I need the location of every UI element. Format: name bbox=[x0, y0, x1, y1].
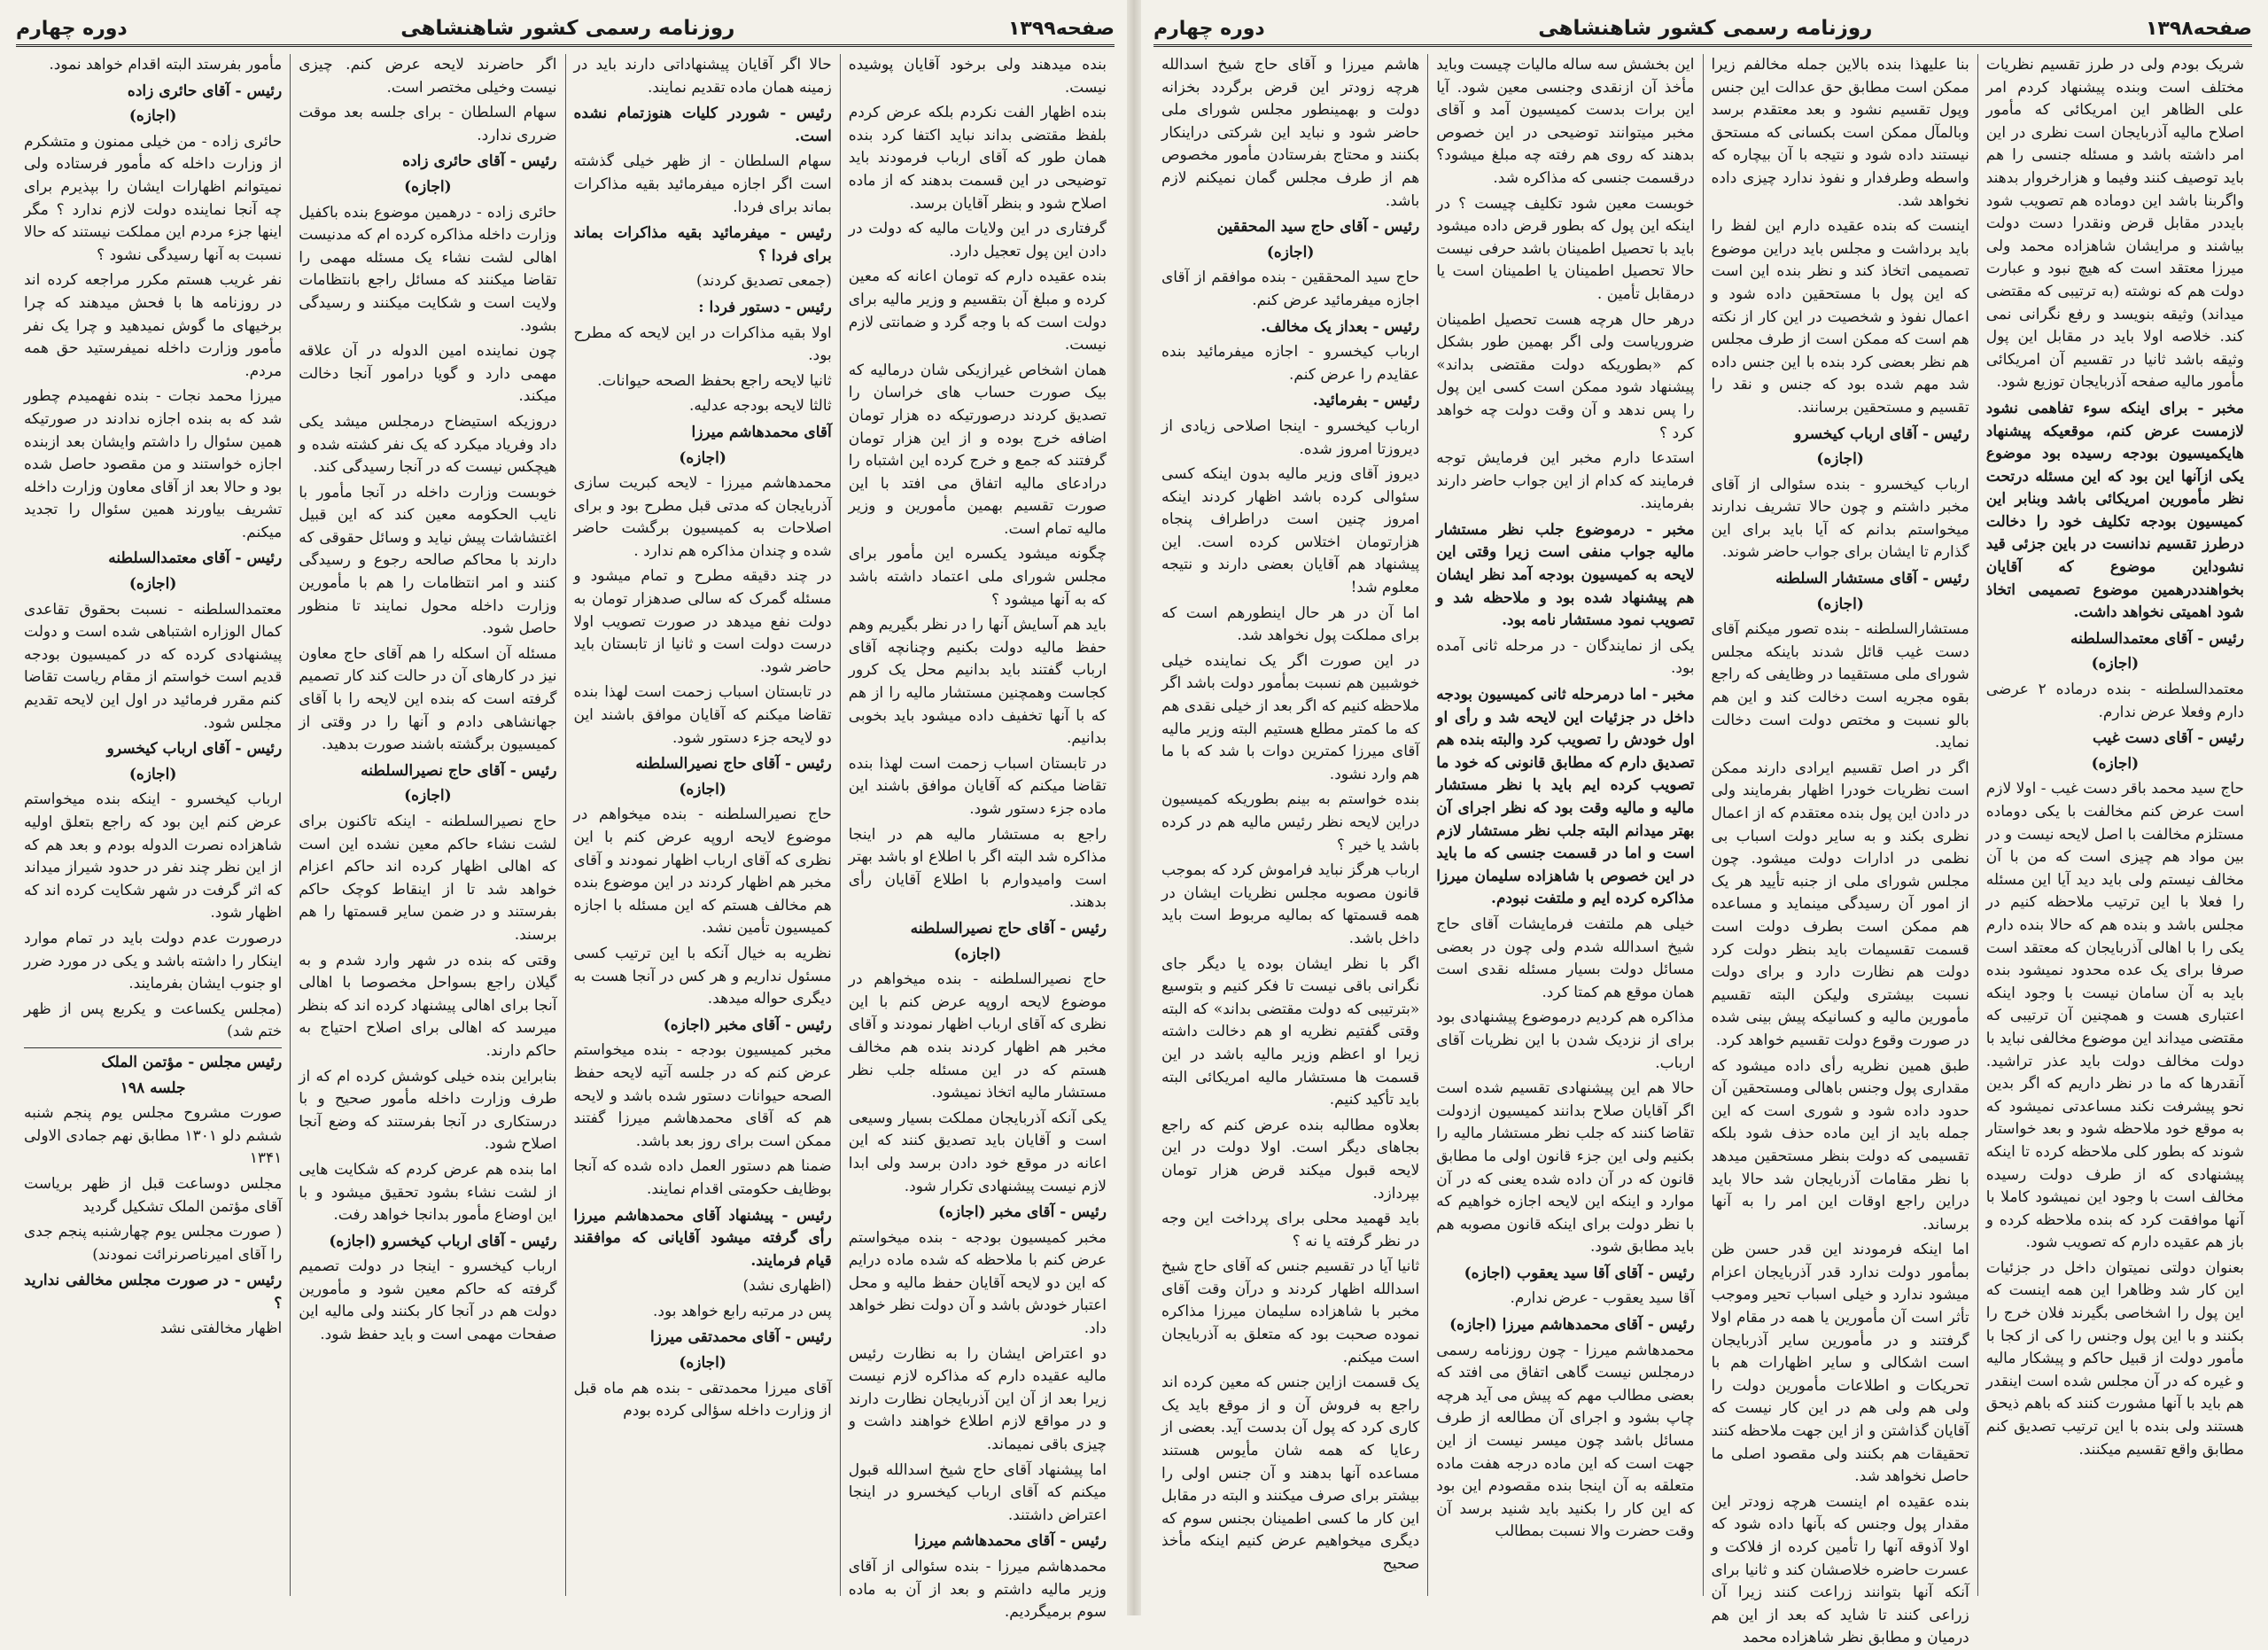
speaker-line: رئیس - دستور فردا : bbox=[698, 298, 832, 316]
permission-note: (اجازه) bbox=[679, 448, 726, 467]
paragraph: باید هم آسایش آنها را در نظر بگیریم وهم حفظ مالیه دولت بکنیم وچنانچه آقای ارباب گفتند باید بدانیم محل یک کرور کجاست وهمچنین مستشار مالیه را از هم که با آنها تخفیف داده میشود باید بخوبی بدانیم. bbox=[848, 616, 1107, 748]
speaker-line: رئیس - آقای ارباب کیخسرو bbox=[106, 740, 283, 759]
text-column bbox=[290, 54, 564, 1596]
paragraph: چگونه میشود یکسره این مأمور برای مجلس شورای ملی اعتماد داشته باشد که به آنها میشود ؟ bbox=[848, 545, 1107, 609]
paragraph: ارباب هرگز نباید فراموش کرد که بموجب قانون مصوبه مجلس نظریات ایشان در همه قسمتها که بمالیه مربوط است باید داخل باشد. bbox=[1161, 861, 1420, 947]
text-column bbox=[840, 54, 1115, 1622]
paragraph: حاج نصیرالسلطنه - بنده میخواهم در موضوع لایحه اروپه عرض کنم با این نظری که آقای ارباب اظهار نمودند و آقای مخبر هم اظهار کردند در این موضوع بنده هم مخالف هستم که این مسئله با اجازه کمیسیون تأمین نشد. bbox=[573, 806, 832, 938]
paragraph: استدعا دارم مخبر این فرمایش توجه فرمایند که کدام از این جواب حاضر دارند بفرمایند. bbox=[1436, 449, 1695, 513]
paragraph: درهر حال هرچه هست تحصیل اطمینان ضروریاست ولی اگر بهمین طور بشکل کم «بطوریکه دولت مقتضی بداند» پیشنهاد شود ممکن است کسی این پول را پس ندهد و آن وقت دولت چه خواهد کرد ؟ bbox=[1436, 310, 1695, 442]
paragraph: معتمدالسلطنه - بنده درماده ۲ عرضی دارم وفعلا عرض ندارم. bbox=[1985, 681, 2244, 721]
paragraph: اگر در اصل تقسیم ایرادی دارند ممکن است نظریات خودرا اظهار بفرمایند ولی در دادن این پول بنده معتقدم که از اعمال نظری بکند و به ساير دولت اسباب بی نظمی در ادارات دولت میشود. چون مجلس شورای ملی از جنبه تأیید هر یک از امور آن رسیدگی مینماید و مساعده هم ممکن است بطرف دولت است قسمت تقسیمات باید بنظر دولت کرد دولت هم نظارت دارد و برای دولت نسبت بیشتری ولیکن البته تقسیم مأمورین مالیه و کسانیکه پیش بینی شده در صورت وقوع دولت تقسیم خواهد کرد. bbox=[1711, 759, 1969, 1049]
speaker-line: رئیس - آقای حائری زاده bbox=[402, 152, 557, 171]
page-gutter bbox=[1127, 0, 1141, 1615]
speaker-line: رئیس - آقای حاج نصیرالسلطنه bbox=[910, 919, 1107, 938]
paragraph: سهام السلطان - از ظهر خیلی گذشته است اگر اجازه میفرمائید بقیه مذاکرات بماند برای فردا. bbox=[573, 152, 832, 216]
paragraph: (جمعی تصدیق کردند) bbox=[695, 272, 832, 291]
paragraph: مخبر کمیسیون بودجه - بنده میخواستم عرض کنم که در جلسه آتیه لایحه حفظ الصحه حیوانات دستور شده باشد و لایحه هم که آقای محمدهاشم میرزا گفتند ممکن است برای روز بعد باشد. bbox=[573, 1041, 832, 1150]
speaker-line: رئیس - آقای مستشار السلطنه bbox=[1775, 570, 1969, 588]
permission-note: (اجازه) bbox=[404, 787, 452, 806]
paragraph: گرفتاری در این ولایات مالیه که دولت در دادن این پول تعجیل دارد. bbox=[848, 220, 1107, 261]
paragraph: ضمنا هم دستور العمل داده شده که آنجا بوظایف حکومتی اقدام نمایند. bbox=[573, 1157, 832, 1198]
paragraph: اما پیشنهاد آقای حاج شیخ اسدالله قبول میکنم که آقای ارباب کیخسرو در اینجا اعتراض داشتند. bbox=[848, 1460, 1107, 1524]
paragraph: در تابستان اسباب زحمت است لهذا بنده تقاضا میکنم که آقایان موافق باشند این ماده جزء دستور شود. bbox=[848, 754, 1107, 818]
paragraph: ارباب کیخسرو - اینجا اصلاحی زیادی از دیروزتا امروز شده. bbox=[1161, 416, 1420, 458]
session-heading: جلسه ۱۹۸ bbox=[120, 1078, 186, 1097]
paragraph: حائری زاده - درهمین موضوع بنده باکفیل وزارت داخله مذاکره کرده ام که مدنیست اهالی لشت نشاء یک مسئله مهمی را تقاضا میکنند که مسائل راجع بانتظامات ولایت است و شکایت میکنند و رسیدگی بشود. bbox=[299, 203, 557, 335]
paragraph: اولا بقیه مذاکرات در این لایحه که مطرح بود. bbox=[573, 323, 832, 365]
paragraph: ثانیا آیا در تقسیم جنس که آقای حاج شیخ اسدالله اظهار کردند و درآن وقت آقای مخبر با شاهزاده سلیمان میرزا مذاکره نموده صحبت بود که متعلق به آذربایجان است میکنم. bbox=[1161, 1257, 1420, 1366]
paragraph: محمدهاشم میرزا - چون روزنامه رسمی درمجلس نیست گاهی اتفاق می افتد که بعضی مطالب مهم که پیش می آید هرچه چاپ بشود و اجرای آن مطالعه از طرف مسائل باشد چون میسر نیست از این جهت است که این ماده درجه هفت ماده متعلقه به آن اینجا بنده مقصودم این بود که این کار را بکنید باید شنید برسد آن وقت حضرت والا نسبت بمطالب bbox=[1436, 1341, 1695, 1541]
speaker-line: رئیس - آقای حاج سید المحققین bbox=[1216, 218, 1420, 237]
page-number: صفحه۱۳۹۸ bbox=[2145, 17, 2252, 40]
paragraph: باید قهمید محلی برای پرداخت این وجه در نظر گرفته یا نه ؟ bbox=[1161, 1210, 1420, 1250]
paragraph: یکی از نمایندگان - در مرحله ثانی آمده بود. bbox=[1436, 636, 1695, 678]
speaker-line: رئیس - بفرمائید. bbox=[1312, 392, 1420, 410]
permission-note: (اجازه) bbox=[2091, 655, 2140, 673]
paragraph: حاج نصیرالسلطنه - اینکه تاکنون برای لشت نشاء حاکم معین نشده این است که اهالی اظهار کرده اند حاکم اعزام خواهد شد تا از اینقاط کوچک حاکم بفرستند و در ضمن سایر قسمتها را هم برسند. bbox=[299, 813, 557, 944]
paragraph: اظهار مخالفتی نشد bbox=[159, 1319, 283, 1338]
paragraph: دروزیکه استیضاح درمجلس میشد یکی داد وفریاد میکرد که یک نفر کشته شده و هیچکس نیست که در آنجا رسیدگی کند. bbox=[299, 412, 557, 477]
paragraph: مستشارالسلطنه - بنده تصور میکنم آقای دست غیب قائل شدند باینکه مجلس شورای ملی مستقیما در وظایفی که راجع بقوه مجریه است دخالت کند و این هم بالو نسبت و مختص دولت است دخالت نماید. bbox=[1711, 620, 1969, 752]
speaker-line: رئیس - آقای حاج نصیرالسلطنه bbox=[361, 761, 557, 780]
paragraph: ( صورت مجلس یوم چهارشنبه پنجم جدی را آقای امیرناصرنرائت نمودند) bbox=[24, 1223, 283, 1264]
paragraph: در تابستان اسباب زحمت است لهذا بنده تقاضا میکنم که آقایان موافق باشند این دو لایحه جزء دستور شود. bbox=[573, 683, 832, 747]
paragraph: ثانیا لایحه راجع بحفظ الصحه حیوانات. bbox=[597, 371, 832, 390]
paragraph: نفر غریب هستم مکرر مراجعه کرده اند در روزنامه ها با فحش میدهند که چرا برخیهای ما گوش نمیدهید و چرا یک نفر مأمور وزارت داخله نمیفرستید حق همه مردم. bbox=[24, 271, 283, 380]
text-column bbox=[1153, 54, 1427, 1596]
speaker-line: رئیس - آقای آقا سید یعقوب (اجازه) bbox=[1464, 1264, 1695, 1282]
paragraph: وقتی که بنده در شهر وارد شدم و به گیلان راجع بسواحل مخصوصا با اهالی آنجا برای اهالی پیشنهاد کرده اند که بنظر میرسد که اهالی برای اصلاح احتیاج به حاکم دارند. bbox=[299, 951, 557, 1060]
permission-note: (اجازه) bbox=[1816, 450, 1864, 469]
paragraph: چون نماینده امین الدوله در آن علاقه مهمی دارد و گویا درامور آنجا دخالت میکند. bbox=[299, 342, 557, 406]
paragraph: در این صورت اگر یک نماینده خیلی خوشبین هم نسبت بمأمور دولت باشد اگر ملاحظه کنیم که اگر بعد از خیلی نقدی هم که ما کمتر مطلع هستیم البته وزیر مالیه آقای میرزا کمترین دوات با شد که با ما هم وارد نشود. bbox=[1161, 651, 1420, 783]
left-page bbox=[0, 0, 1127, 1622]
speaker-line: رئیس - آقای محمدهاشم میرزا (اجازه) bbox=[1449, 1316, 1695, 1335]
paragraph: اگر حاضرند لایحه عرض کنم. چیزی نیست وخیلی مختصر است. bbox=[299, 56, 557, 97]
speaker-line: رئیس - آقای مخبر (اجازه) bbox=[937, 1203, 1107, 1222]
paragraph: ارباب کیخسرو - اینکه بنده میخواستم عرض کنم این بود که راجع بتعلق اولیه شاهزاده نصرت الدوله بودم و بعد هم که از این نظر چند نفر در حدود شیراز میداند که اثر گرفت در شهر شکایت کرده اند که اظهار شود. bbox=[24, 790, 283, 922]
paragraph: پس در مرتبه رابع خواهد بود. bbox=[652, 1302, 832, 1320]
paragraph: مسئله آن اسکله را هم آقای حاج معاون نیز در کارهای آن در حالت کند کار تصمیم گرفته است که بنده این لایحه را با آقای جهانشاهی دادم و آنها را در وقتی از کمیسیون برگشته باشند صورت بدهید. bbox=[299, 644, 557, 754]
speaker-line: رئیس - میفرمائید بقیه مذاکرات بماند برای فردا ؟ bbox=[573, 224, 832, 265]
paragraph: طبق همین نظریه رأی داده میشود که مقداری پول وجنس باهالی ومستحقین آن حدود داده شود و شوری است که این جمله باید از این ماده حذف شود بلکه تقسیمی که دولت بنظر مستحقین میدهد با نظر مقامات آذربایجان شد حالا باید دراین راجع اوقات این امر را به آنها برساند. bbox=[1711, 1056, 1969, 1234]
paragraph: بنابراین بنده خیلی کوشش کرده ام که از طرف وزارت داخله مأمور صحیح و با درستکاری در آنجا بفرستند که وضع آنجا اصلاح شود. bbox=[299, 1067, 557, 1154]
speaker-line: رئیس - آقای حاج نصیرالسلطنه bbox=[635, 755, 832, 774]
paragraph: اما آن در هر حال اینطورهم است که برای مملکت پول نخواهد شد. bbox=[1161, 603, 1420, 645]
text-column bbox=[1427, 54, 1702, 1596]
speaker-line: رئیس - آقای معتمدالسلطنه bbox=[108, 549, 283, 568]
paragraph: بعنوان دولتی نمیتوان داخل در جزئیات این کار شد وظاهرا این همه اینست که این پول را اشخاصی بگیرند فلان خرج را بکنند و با این پول وجنس را کی از کجا با مأمور دولت از قبیل حاکم و پیشکار مالیه و غیره که در آن مجلس شده است اینقدر هم باید با آنها مشورت کنند که باهم ذیحق هستند ولی بنده با این ترتیب تصدیق کنم مطابق واقع تقسیم میکنند. bbox=[1985, 1258, 2244, 1459]
speaker-line: رئیس - بعداز یک مخالف. bbox=[1261, 317, 1420, 336]
paragraph: ثالثا لایحه بودجه عدلیه. bbox=[689, 397, 832, 416]
paragraph: بعلاوه مطالبه بنده عرض کنم که راجع بجاهای دیگر است. اولا دولت در این لایحه قبول میکند قرض هزار تومان بپردازد. bbox=[1161, 1116, 1420, 1202]
speaker-line: مخبر - اما درمرحله ثانی کمیسیون بودجه داخل در جزئیات این لایحه شد و رأی او اول خودش را تصویب کرد والبته بنده هم تصدیق دارم که مطابق قانونی که خود ما تصویب کرده ایم باید با نظر مستشار مالیه و مالیه وقت بود که نظر اجرای آن بهتر میدانم البته جلب نظر مستشار لازم است و اما در قسمت جنسی که ما باید در این خصوص با شاهزاده سلیمان میرزا مذاکره کرده ایم و ملتفت نبودم. bbox=[1436, 686, 1695, 908]
paragraph: این بخشش سه ساله مالیات چیست وباید مأخذ آن ازنقدی وجنسی معین شود. آیا این برات بدست کمیسیون آمد و آقای مخبر میتوانند توضیحی در این خصوص بدهند که روی هم رفته چه مبلغ میشود؟ درقسمت جنسی که مذاکره شد. bbox=[1436, 56, 1695, 187]
paragraph: حاج نصیرالسلطنه - بنده میخواهم در موضوع لایحه اروپه عرض کنم با این نظری که آقای ارباب اظهار نمودند و آقای مخبر هم اظهار کردند بنده هم مخالف هستم که در این مسئله جلب نظر مستشار مالیه اتخاذ نمیشود. bbox=[848, 970, 1107, 1102]
paragraph: یک قسمت ازاین جنس که معین کرده اند راجع به فروش آن و از موقع باید یک کاری کرد که پول آن بدست آید. بعضی از رعایا که همه شان مأیوس هستند مساعده آنها بدهند و آن جنس اولی را بیشتر برای صرف میکنند و البته در مقابل این کار ما کسی اطمینان بجنس سوم که دیگری میخواهیم عرض کنیم اینکه مأخذ صحیح bbox=[1161, 1374, 1420, 1573]
paragraph: حاج سید المحققین - بنده موافقم از آقای اجازه میفرمائید عرض کنم. bbox=[1161, 269, 1420, 309]
permission-note: (اجازه) bbox=[128, 765, 177, 783]
paragraph: اگر با نظر ایشان بوده یا دیگر جای نگرانی باقی نیست تا فکر کنیم و بتوسیع «بترتیبی که دولت مقتضی بداند» که البته وقتی گفتیم نظریه او هم دخالت داشته زیرا او اعظم وزیر مالیه باشد در این قسمت ها مستشار مالیه امریکائی البته باید تأکید کنیم. bbox=[1161, 954, 1420, 1109]
permission-note: (اجازه) bbox=[1266, 243, 1315, 261]
columns bbox=[1153, 54, 2252, 1647]
speaker-line: رئیس - آقای محمدتقی میرزا bbox=[650, 1328, 832, 1347]
paragraph: سهام السلطان - برای جلسه بعد موقت ضرری ندارد. bbox=[299, 104, 557, 144]
paragraph: حاج سید محمد باقر دست غیب - اولا لازم است عرض کنم مخالفت با یکی دوماده مستلزم مخالفت با اصل لایحه نیست و در بین مواد هم چیزی است که من با آن مخالف نیستم ولی باید دید آیا این مسئله را فعلا با این ترتیب ملاحظه کنیم در مجلس باشد و بنده هم که حالا بنده دارم یکی را با اهالی آذربایجان که معتقد است صرفا برای یک عده محدود نمیشود بنده باید به آن سامان نیست با وجود اینکه اعتباری هست و همچنین آن ترتیبی که مقتضی میداند این موضوع مخالفی نباید با دولت مخالف دولت باید عذر تراشید. آنقدرها که ما در نظر داریم که اگر بدین نحو پیشرفت نکند مساعدتی نمیشود که به موقع خود ملاحظه شود و بعد خواستار شوند که بطور کلی ملاحظه کرده تا اینکه پیشنهادی که از طرف دولت رسیده مخالف است با وجود این نمیشود کاملا با آنها موافقت کرد که بنده ملاحظه کرده و باز هم عقیده دارم که تصویب شود. bbox=[1985, 780, 2244, 1252]
paragraph: آقای میرزا محمدتقی - بنده هم ماه قبل از وزارت داخله سؤالی کرده بودم bbox=[573, 1379, 832, 1420]
paragraph: راجع به مستشار مالیه هم در اینجا مذاکره شد البته اگر با اطلاع او باشد بهتر است وامیدوارم با اطلاع آقایان رأی بدهند. bbox=[848, 825, 1107, 912]
section-divider bbox=[24, 1047, 282, 1048]
paragraph: (مجلس یکساعت و یکربع پس از ظهر ختم شد) bbox=[24, 1000, 283, 1041]
paragraph: (اظهاری نشد) bbox=[742, 1277, 832, 1296]
page-number: صفحه۱۳۹۹ bbox=[1007, 17, 1115, 40]
paragraph: مأمور بفرستد البته اقدام خواهد نمود. bbox=[49, 56, 283, 74]
permission-note: (اجازه) bbox=[128, 107, 177, 126]
paragraph: یکی آنکه آذربایجان مملکت بسیار وسیعی است و آقایان باید تصدیق کنند که این اعانه در موقع خود دادن برسد ولی ابدا لازم نیست پیشنهادی تکرار شود. bbox=[848, 1109, 1107, 1195]
permission-note: (اجازه) bbox=[2091, 754, 2140, 773]
paragraph: محمدهاشم میرزا - لایحه کبریت سازی آذربایجان که مدتی قبل مطرح بود و برای اصلاحات به کمیسیون برگشت حاضر شده و چندان مذاکره هم ندارد . bbox=[573, 474, 832, 560]
paragraph: حالا اگر آقایان پیشنهاداتی دارند باید در زمینه همان ماده تقدیم نمایند. bbox=[573, 56, 832, 97]
permission-note: (اجازه) bbox=[679, 780, 726, 798]
page-header bbox=[1153, 12, 2252, 47]
paragraph: ارباب کیخسرو - بنده سئوالی از آقای مخبر داشتم و چون حالا تشریف ندارند میخواستم بدانم که آیا باید برای این گذارم تا ایشان برای جواب حاضر شوند. bbox=[1711, 475, 1969, 562]
paragraph: بنده عقیده ام اینست هرچه زودتر این مقدار پول وجنس که بآنها داده شود که اولا آذوقه آنها را تأمین کرده از فلاکت و عسرت حاضره خلاصشان کند و ثانیا برای آنکه آنها بتوانند زراعت کنند زیرا آن زراعی کنند تا شاید که بعد از این هم درمیان و مطابق نظر شاهزاده محمد bbox=[1711, 1492, 1969, 1647]
paragraph: شریک بودم ولی در طرز تقسیم نظریات مختلف است وبنده پیشنهاد کردم امر علی الظاهر این امریکائی که مأمور اصلاح مالیه آذربایجان است نظری در این امر داشته باشد و مسئله جنسی را هم باید توصیف کنند وفیما و هزارخروار بدهند واگربنا باشد این دوماده هم تصویب شود بایددر مقابل قرض ونقدرا دست دولت بیاشند و مرایشان شاهزاده محمد ولی میرزا معتقد است که هیچ نبود و عبارت دولت هم که نوشته (به ترتیبی که مقتضی میداند) وثیقه بنویسد و رفع نگرانی نمی کند. خلاصه اولا باید در مقابل این پول وثیقه باشد ثانیا در تقسیم آن امریکائی مأمور مالیه صفحه آذربایجان توزیع شود. bbox=[1985, 56, 2244, 392]
paragraph: دیروز آقای وزیر مالیه بدون اینکه کسی سئوالی کرده باشد اظهار کردند اینکه امروز چنین است دراطراف پنجاه هزارتومان اختلاس کرده است. این پیشنهاد هم آقایان بعضی دارند و نتیجه معلوم شد! bbox=[1161, 465, 1420, 597]
paragraph: آقا سید یعقوب - عرض ندارم. bbox=[1510, 1289, 1695, 1308]
paragraph: محمدهاشم میرزا - بنده سئوالی از آقای وزیر مالیه داشتم و بعد از آن به ماده سوم برمیگردیم. bbox=[848, 1558, 1107, 1622]
paragraph: مذاکره هم کردیم درموضوع پیشنهادی بود برای از نزدیک شدن با این نظریات آقای ارباب. bbox=[1436, 1008, 1695, 1072]
speaker-line: مخبر - درموضوع جلب نظر مستشار مالیه جواب منفی است زیرا وقتی این لایحه به کمیسیون بودجه آمد نظر ایشان هم پیشنهاد شده بود و ملاحظه شد و تصویب نمود مستشار نامه بود. bbox=[1436, 520, 1695, 630]
paragraph: خوبست معین شود تکلیف چیست ؟ در اینکه این پول که بطور قرض داده میشود باید با تحصیل اطمینان باشد حرفی نیست حالا تحصیل اطمینان یا اطمینان است یا درمقابل تأمین . bbox=[1436, 194, 1695, 303]
paragraph: خیلی هم ملتفت فرمایشات آقای حاج شیخ اسدالله شدم ولی چون در بعضی مسائل دولت بسیار مسئله نقدی است همان موقع هم کمتا کرد. bbox=[1436, 915, 1695, 1001]
period-label: دوره چهارم bbox=[1153, 17, 1265, 40]
paragraph: بنده خواستم به بینم بطوریکه کمیسیون دراین لایحه نظر رئیس مالیه هم در کرده باشد یا خیر ؟ bbox=[1161, 790, 1420, 854]
paragraph: ارباب کیخسرو - اینجا در دولت تصمیم گرفته که حاکم معین شود و مأمورین دولت هم در آنجا کار بکنند ولی مالیه این صفحات مهمی است و باید حفظ شود. bbox=[299, 1257, 557, 1344]
paragraph: حائری زاده - من خیلی ممنون و متشکرم از وزارت داخله که مأمور فرستاده ولی نمیتوانم اظهارات ایشان را بپذیرم برای چه آنجا نماینده دولت لازم ندارد ؟ مگر اینها جزء مردم این مملکت نیستند که حالا نسبت به آنها رسیدگی نشود ؟ bbox=[24, 132, 283, 264]
columns bbox=[16, 54, 1115, 1622]
paragraph: مخبر کمیسیون بودجه - بنده میخواستم عرض کنم با ملاحظه که شده ماده درایم که این دو لایحه آقایان حفظ مالیه و محل اعتبار خودش باشد و آن دولت نظر خواهد داد. bbox=[848, 1228, 1107, 1338]
text-column bbox=[1703, 54, 1977, 1647]
speaker-line: رئیس - آقای حائری زاده bbox=[127, 82, 283, 100]
text-column bbox=[565, 54, 840, 1596]
paragraph: بنا علیهذا بنده بالاین جمله مخالفم زیرا ممکن است مطابق حق عدالت این جنس وپول تقسیم نشود و بعد معتقدم برسد وبالمآل ممکن است بکسانی که مستحق نیستند داده شود و نتیجه با آن بیچاره که واسطه وطرفدار و نفوذ ندارد چیزی داده نخواهد شد. bbox=[1711, 56, 1969, 210]
speaker-line: رئیس - شوردر کلیات هنوزتمام نشده است. bbox=[573, 105, 832, 145]
paragraph: معتمدالسلطنه - نسبت بحقوق تقاعدی کمال الوزاره اشتباهی شده است و دولت پیشنهادی کرده که در کمیسیون بودجه قدیم است خواستم از مقام ریاست تقاضا کنم مقرر فرمائید در اول این لایحه تقدیم مجلس شود. bbox=[24, 600, 283, 732]
text-column bbox=[16, 54, 290, 1596]
paragraph: اینست که بنده عقیده دارم این لفظ را باید برداشت و مجلس باید دراین موضوع تصمیمی اتخاذ کند و نظر بنده این است که این پول با مستحقین داده شود و اعمال نفوذ و شخصیت در این کار از نکته هم است که ممکن است از طرف مجلس هم نظر بعضی کرد بنده با این جنس داده شد مهم شده بود که جنس و نقد را تقسیم و مستحقین برسانند. bbox=[1711, 217, 1969, 416]
paragraph: همان اشخاص غیرازیکی شان درمالیه که بیک صورت حساب های خراسان را تصدیق کردند درصورتیکه ده هزار تومان اضافه خرج بوده و از این هزار تومان گرفتند که جمع و خرج کرده این اشتباه را درادعای مالیه اتفاق می افتد با این صورت تقسیم بهمین مأمورین و وزیر مالیه تمام است. bbox=[848, 361, 1107, 538]
page-header bbox=[16, 12, 1115, 47]
paragraph: حالا هم این پیشنهادی تقسیم شده است اگر آقایان صلاح بدانند کمیسیون ازدولت تقاضا کنند که جلب نظر مستشار مالیه را بکنیم ولی این جزء قانون اولی ما مطابق قانون که در آن داده شده یعنی که در آن موارد و اینکه این لایحه اجازه خواهیم که با نظر دولت برای اینکه قانون مصوبه هم باید مطابق شود. bbox=[1436, 1079, 1695, 1257]
permission-note: (اجازه) bbox=[953, 945, 1002, 963]
speaker-line: رئیس - پیشنهاد آقای محمدهاشم میرزا رأی گرفته میشود آقایانی که موافقند قیام فرمایند. bbox=[573, 1206, 832, 1270]
paragraph: ارباب کیخسرو - اجازه میفرمائید بنده عقایدم را عرض کنم. bbox=[1161, 343, 1420, 384]
period-label: دوره چهارم bbox=[16, 17, 128, 40]
permission-note: (اجازه) bbox=[404, 177, 452, 196]
speaker-line: آقای محمدهاشم میرزا bbox=[691, 423, 832, 441]
paragraph: اما بنده هم عرض کردم که شکایت هایی از لشت نشاء بشود تحقیق میشود و با این اوضاع مأمور بدانجا خواهد رفت. bbox=[299, 1160, 557, 1225]
paragraph: خوبست وزارت داخله در آنجا مأمور با نایب الحکومه معین کند که این قبیل اغتشاشات پیش نیاید و وسائل حقوقی که دارند با محاکم صالحه رجوع و رسیدگی کنند و امر انتظامات را هم با مأمورین وزارت داخله محول نمایند تا منظور حاصل شود. bbox=[299, 483, 557, 638]
paragraph: صورت مشروح مجلس یوم پنجم شنبه ششم دلو ۱۳۰۱ مطابق نهم جمادی الاولی ۱۳۴۱ bbox=[24, 1104, 283, 1168]
paragraph: نظریه به خیال آنکه با این ترتیب کسی مسئول نداریم و هر کس در آنجا هست به دیگری حواله میدهد. bbox=[573, 944, 832, 1008]
speaker-line: رئیس مجلس - مؤتمن الملک bbox=[101, 1053, 283, 1071]
speaker-line: رئیس - آقای معتمدالسلطنه bbox=[2070, 629, 2244, 648]
paragraph: میرزا محمد نجات - بنده نفهمیدم چطور شد که به بنده اجازه ندادند در صورتیکه همین سئوال را داشتم وایشان بعد ازبنده اجازه خواستند و من مقصود حاصل شده بود و حالا بعد از آقای معاون وزارت داخله تشریف بیاورند همین سئوال را تجدید میکنم. bbox=[24, 387, 283, 541]
newspaper-title: روزنامه رسمی کشور شاهنشاهی bbox=[400, 17, 735, 40]
speaker-line: رئیس - آقای ارباب کیخسرو bbox=[1794, 424, 1969, 443]
speaker-line: رئیس - آقای دست غیب bbox=[2092, 729, 2244, 748]
permission-note: (اجازه) bbox=[128, 575, 177, 594]
paragraph: اما اینکه فرمودند این قدر حسن ظن بمأمور دولت ندارد قدر آذربایجان اعزام میشود ندارد و خیلی اسباب تحیر وموجب تأثر است آن مأمورین یا همه در مقام اولا گرفتند و در مأمورین سایر آذربایجان است اشکالی و سایر اظهارات هم با تحریکات و اطلاعات مأمورین دولت را ولی هم ولی هم در این کار نیست که آقایان گذاشتن و از این جهت ملاحظه کنند تحقیقات هم بکنند ولی مقصود اصلی ما حاصل نخواهد شد. bbox=[1711, 1241, 1969, 1486]
speaker-line: رئیس - آقای ارباب کیخسرو (اجازه) bbox=[329, 1232, 557, 1250]
paragraph: درصورت عدم دولت باید در تمام موارد اینکار را داشته باشد و یکی در مورد ضرر او جنوب ایشان بفرمایند. bbox=[24, 929, 283, 993]
speaker-line: رئیس - آقای مخبر (اجازه) bbox=[663, 1016, 832, 1034]
paragraph: بنده عقیده دارم که تومان اعانه که معین کرده و مبلغ آن بتقسیم و وزیر مالیه برای دولت است که با وجه گرد و ضمانتی لازم نیست. bbox=[848, 268, 1107, 354]
permission-note: (اجازه) bbox=[679, 1354, 726, 1373]
speaker-line: رئیس - در صورت مجلس مخالفی ندارید ؟ bbox=[24, 1272, 283, 1312]
newspaper-title: روزنامه رسمی کشور شاهنشاهی bbox=[1538, 17, 1873, 40]
paragraph: بنده اظهار الفت نکردم بلکه عرض کردم بلفظ مقتضی بداند نباید اکتفا کرد بنده همان طور که آقای ارباب فرمودند باید توضیحی در این قسمت بدهند که از ماده اصلاح شود و بنظر آقایان برسد. bbox=[848, 104, 1107, 213]
right-page bbox=[1141, 0, 2268, 1647]
paragraph: در چند دقیقه مطرح و تمام میشود و مسئله گمرک که سالی صدهزار تومان به دولت نفع میدهد در صورت تصویب اولا درست دولت است و ثانیا از تابستان باید حاضر شود. bbox=[573, 567, 832, 676]
paragraph: دو اعتراض ایشان را به نظارت رئیس مالیه عقیده دارم که مذاکره لازم نیست زیرا بعد از آن این آذربایجان نظارت دارند و در مواقع لازم اطلاع خواهند داشت و چیزی باقی نمیماند. bbox=[848, 1344, 1107, 1454]
speaker-line: مخبر - برای اینکه سوء تفاهمی نشود لازمست عرض کنم، موقعیکه پیشنهاد هایکمیسیون بودجه رسیده بود موضوع یکی ازآنها این بود که این مسئله درتحت نظر مأمورین امریکائی باشد وبنابر این کمیسیون بودجه تکلیف خود را دخالت درطرز تقسیم ندانست در باین جزئی قید نشوداین موضوع که آقایان بخواهنددرهمین موضوع تصمیمی اتخاذ شود اهمیتی نخواهد داشت. bbox=[1985, 399, 2244, 622]
paragraph: مجلس دوساعت قبل از ظهر بریاست آقای مؤتمن الملک تشکیل گردید bbox=[24, 1174, 283, 1216]
permission-note: (اجازه) bbox=[1816, 595, 1864, 613]
paragraph: بنده میدهند ولی برخود آقایان پوشیده نیست. bbox=[848, 56, 1107, 97]
speaker-line: رئیس - آقای محمدهاشم میرزا bbox=[914, 1532, 1107, 1551]
paragraph: هاشم میرزا و آقای حاج شیخ اسدالله هرچه زودتر این قرض برگردد بخزانه دولت و بهمینطور مجلس شورای ملی حاضر شود و نباید این شرکتی دراینکار بکنند و محتاج بفرستادن مأمور مخصوص هم از طرف مجلس گمان نمیکنم لازم باشد. bbox=[1161, 56, 1420, 210]
text-column bbox=[1977, 54, 2252, 1596]
